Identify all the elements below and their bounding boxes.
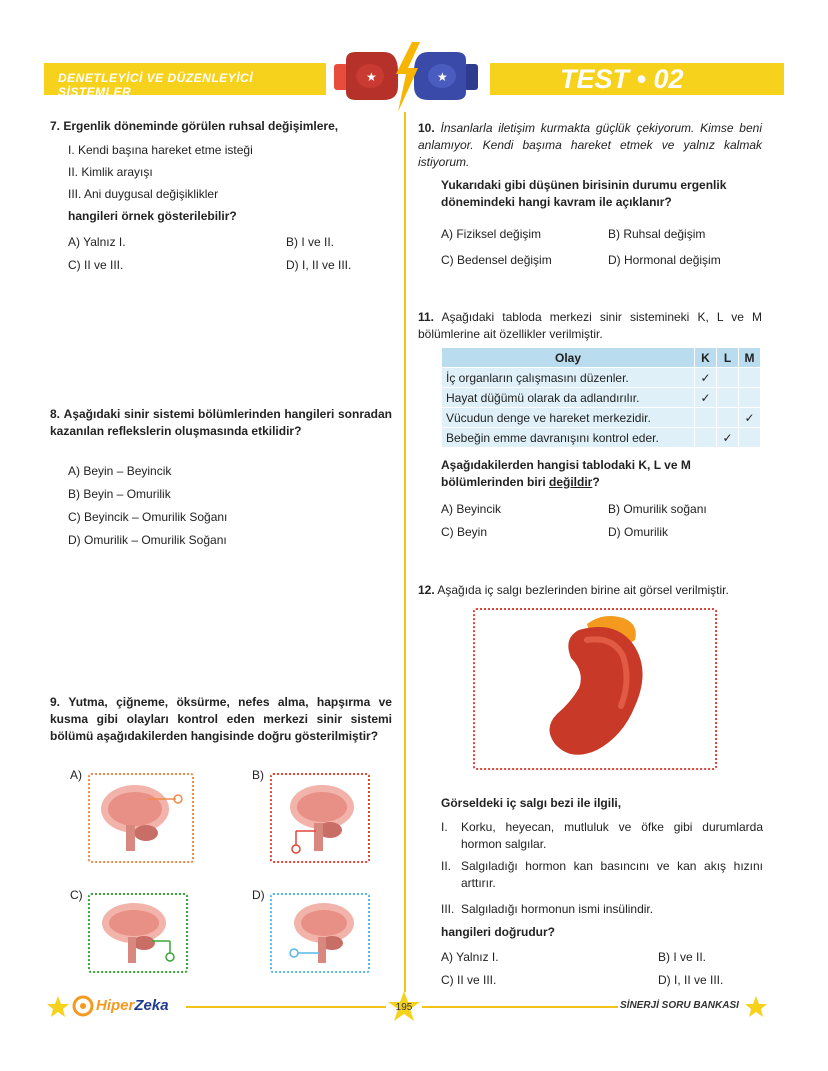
brand-logo (96, 997, 169, 1014)
q11-option-d[interactable]: D) Omurilik (608, 525, 668, 539)
q11-stem-text: Aşağıdaki tabloda merkezi sinir sistemineki K, L ve M bölümlerine ait özellikler verilmiştir. (418, 310, 762, 341)
table-header: M (739, 348, 761, 368)
hiperzeka-logo-icon (72, 995, 94, 1017)
q10-question: Yukarıdaki gibi düşünen birisinin durumu ergenlik dönemindeki hangi kavram ile açıklanır? (441, 178, 727, 209)
q11-option-a[interactable]: A) Beyincik (441, 502, 502, 516)
table-cell (717, 388, 739, 408)
q7-stem-text: Ergenlik döneminde görülen ruhsal değişimlere, (63, 119, 339, 133)
brand-part1: Hiper (96, 997, 135, 1014)
q12-item-2-number: II. (441, 859, 452, 873)
brain-icon (90, 895, 186, 971)
brand-part2: Zeka (134, 997, 169, 1014)
table-cell (695, 408, 717, 428)
table-row (442, 428, 761, 448)
table-header: L (717, 348, 739, 368)
q8-stem (50, 406, 392, 440)
q12-stem-text: Aşağıda iç salgı bezlerinden birine ait görsel verilmiştir. (437, 583, 729, 597)
adrenal-gland-kidney-icon (475, 610, 715, 768)
q10-option-a[interactable]: A) Fiziksel değişim (441, 227, 542, 241)
q11-question-end: ? (592, 475, 600, 489)
q12-item-3-number: III. (441, 902, 455, 916)
column-divider (404, 112, 406, 992)
q8-option-d[interactable]: D) Omurilik – Omurilik Soğanı (68, 533, 227, 547)
q11-table (441, 347, 761, 448)
footer-line-left (186, 1006, 386, 1008)
table-cell: ✓ (739, 408, 761, 428)
q7-option-b[interactable]: B) I ve II. (286, 235, 335, 249)
svg-text:★: ★ (437, 70, 448, 84)
book-title: SİNERJİ SORU BANKASI (620, 1000, 739, 1011)
q10-option-d[interactable]: D) Hormonal değişim (608, 253, 721, 267)
q7-option-d[interactable]: D) I, II ve III. (286, 258, 352, 272)
q7-option-a[interactable]: A) Yalnız I. (68, 235, 126, 249)
table-cell: Bebeğin emme davranışını kontrol eder. (442, 428, 695, 448)
q12-option-d[interactable]: D) I, II ve III. (658, 973, 724, 987)
table-cell: ✓ (695, 368, 717, 388)
q8-option-c[interactable]: C) Beyincik – Omurilik Soğanı (68, 510, 228, 524)
q12-option-a[interactable]: A) Yalnız I. (441, 950, 499, 964)
brain-icon (272, 895, 368, 971)
star-icon (46, 995, 70, 1019)
test-label: TEST • 02 (560, 64, 684, 94)
q12-lead: Görseldeki iç salgı bezi ile ilgili, (441, 796, 622, 810)
q10-option-b[interactable]: B) Ruhsal değişim (608, 227, 706, 241)
q11-question (441, 457, 763, 491)
test-banner (490, 63, 784, 95)
q11-question-negative: değildir (549, 475, 593, 489)
page-number: 195 (395, 1002, 413, 1013)
q7-option-c[interactable]: C) II ve III. (68, 258, 124, 272)
table-cell (695, 428, 717, 448)
q9-stem (50, 694, 392, 745)
table-row (442, 368, 761, 388)
table-header: K (695, 348, 717, 368)
brain-icon (272, 775, 368, 861)
q12-stem (418, 582, 762, 599)
q12-option-c[interactable]: C) II ve III. (441, 973, 497, 987)
q12-item-1-number: I. (441, 820, 448, 834)
q7-item-3: III. Ani duygusal değişiklikler (68, 187, 219, 201)
q12-question: hangileri doğrudur? (441, 925, 555, 939)
table-cell (739, 388, 761, 408)
q10-stem (418, 120, 762, 171)
q11-number: 11. (418, 310, 435, 324)
table-cell (739, 368, 761, 388)
section-title: DENETLEYİCİ VE DÜZENLEYİCİ SİSTEMLER (58, 71, 254, 99)
footer-line-right (422, 1006, 618, 1008)
q8-stem-text: Aşağıdaki sinir sistemi bölümlerinden hangileri sonradan kazanılan reflekslerin oluşmasında etkilidir? (50, 407, 392, 438)
q9-option-a[interactable]: A) (70, 768, 82, 782)
q8-number: 8. (50, 407, 61, 421)
q12-item-1-text: Korku, heyecan, mutluluk ve öfke gibi durumlarda hormon salgılar. (461, 820, 763, 851)
q10-option-c[interactable]: C) Bedensel değişim (441, 253, 552, 267)
q10-quote: İnsanlarla iletişim kurmakta güçlük çekiyorum. Kimse beni anlamıyor. Kendi başıma hareket etmek ve yalnız kalmak istiyorum. (418, 121, 762, 169)
q11-stem (418, 309, 762, 343)
table-cell (717, 368, 739, 388)
table-cell: ✓ (695, 388, 717, 408)
table-cell: Hayat düğümü olarak da adlandırılır. (442, 388, 695, 408)
q12-image-frame (473, 608, 717, 770)
q7-item-2: II. Kimlik arayışı (68, 165, 153, 179)
q9-number: 9. (50, 695, 61, 709)
q9-option-b-frame[interactable] (270, 773, 370, 863)
table-row (442, 388, 761, 408)
q9-option-c[interactable]: C) (70, 888, 83, 902)
q10-number: 10. (418, 121, 435, 135)
table-cell: İç organların çalışmasını düzenler. (442, 368, 695, 388)
q9-option-c-frame[interactable] (88, 893, 188, 973)
q11-option-c[interactable]: C) Beyin (441, 525, 488, 539)
section-banner (44, 63, 326, 99)
q8-option-b[interactable]: B) Beyin – Omurilik (68, 487, 171, 501)
brain-icon (90, 775, 192, 861)
table-header-row (442, 348, 761, 368)
q9-option-a-frame[interactable] (88, 773, 194, 863)
q11-question-text: Aşağıdakilerden hangisi tablodaki K, L ve M bölümlerinden biri (441, 458, 691, 489)
q9-stem-text: Yutma, çiğneme, öksürme, nefes alma, hapşırma ve kusma gibi olayları kontrol eden merkezi sinir sistemi bölümü aşağıdakilerden hangisinde doğru gösterilmiştir? (50, 695, 392, 743)
star-icon (744, 995, 768, 1019)
q9-option-d-frame[interactable] (270, 893, 370, 973)
table-cell: Vücudun denge ve hareket merkezidir. (442, 408, 695, 428)
q9-option-b[interactable]: B) (252, 768, 264, 782)
q9-option-d[interactable]: D) (252, 888, 265, 902)
q7-item-1: I. Kendi başına hareket etme isteği (68, 143, 253, 157)
table-cell (717, 408, 739, 428)
table-header: Olay (442, 348, 695, 368)
table-row (442, 408, 761, 428)
boxing-gloves-icon (326, 42, 486, 112)
q12-item-3-text: Salgıladığı hormonun ismi insülindir. (461, 902, 654, 916)
table-cell: ✓ (717, 428, 739, 448)
q11-option-b[interactable]: B) Omurilik soğanı (608, 502, 707, 516)
q12-item-2-text: Salgıladığı hormon kan basıncını ve kan akış hızını arttırır. (461, 859, 763, 890)
table-cell (739, 428, 761, 448)
q12-number: 12. (418, 583, 435, 597)
q7-stem (50, 118, 390, 135)
svg-text:★: ★ (366, 70, 377, 84)
q8-option-a[interactable]: A) Beyin – Beyincik (68, 464, 172, 478)
q12-option-b[interactable]: B) I ve II. (658, 950, 707, 964)
q7-number: 7. (50, 119, 61, 133)
q7-question: hangileri örnek gösterilebilir? (68, 209, 237, 223)
